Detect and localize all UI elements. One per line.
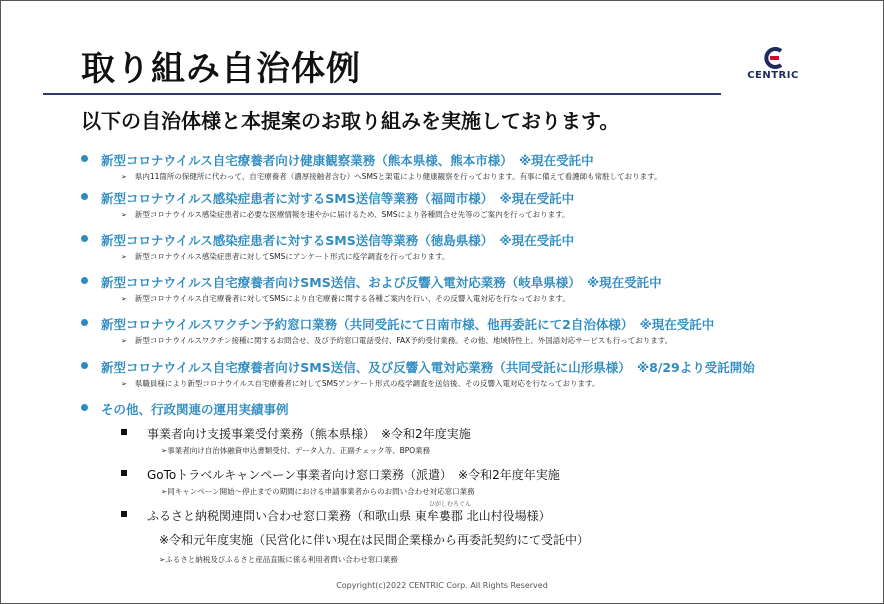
- centric-logo: [743, 47, 803, 85]
- note-desc-text: ふるさと納税及びふるさと産品直販に係る利用者問い合わせ窓口業務: [165, 555, 398, 564]
- page-title: 取り組み自治体例: [81, 49, 361, 89]
- item-heading: 新型コロナウイルスワクチン予約窓口業務（共同受託にて日南市様、他再委託にて2自治体様） ※現在受託中: [101, 317, 715, 332]
- arrow-bullet-icon: ➢: [121, 380, 127, 388]
- page-subtitle: 以下の自治体様と本提案のお取り組みを実施しております。: [81, 109, 620, 133]
- sub-item-desc: [161, 486, 475, 497]
- footer-copyright: Copyright(c)2022 CENTRIC Corp. All Rights Reserved: [336, 581, 548, 590]
- item-heading: 新型コロナウイルス自宅療養者向けSMS送信、及び反響入電対応業務（共同受託に山形県様） ※8/29より受託開始: [101, 360, 755, 375]
- sub-item-text: GoToトラベルキャンペーン事業者向け窓口業務（派遣） ※令和2年度年実施: [147, 468, 560, 482]
- item-desc-text: 新型コロナウイルス感染症患者に必要な医療情報を速やかに届けるため、SMSにより各種問合せ先等のご案内を行っております。: [134, 210, 570, 219]
- bullet-dot: [81, 193, 88, 200]
- item-desc-text: 新型コロナウイルスワクチン接種に関するお問合せ、及び予約窓口電話受付、FAX予約受付業務。その他、地域特性上、外国語対応サービスも行っております。: [134, 336, 673, 345]
- item-desc: [121, 378, 599, 389]
- arrow-bullet-icon: ➢: [121, 295, 127, 303]
- arrow-bullet-icon: ➢: [121, 211, 127, 219]
- square-bullet: [121, 470, 127, 476]
- item-desc-text: 新型コロナウイルス自宅療養者に対してSMSにより自宅療養に関する各種ご案内を行い、その反響入電対応を行なっております。: [134, 294, 570, 303]
- sub-item-note-desc: [159, 554, 398, 565]
- title-divider: [43, 93, 721, 95]
- square-bullet: [121, 429, 127, 435]
- arrow-bullet-icon: ➢: [159, 555, 166, 564]
- item-heading: その他、行政関連の運用実績事例: [101, 402, 289, 417]
- centric-logo-icon: [761, 47, 785, 69]
- arrow-bullet-icon: ➢: [161, 487, 168, 496]
- sub-item-desc-text: 事業者向け自治体融資申込書類受付、データ入力、正副チェック等、BPO業務: [167, 446, 431, 455]
- bullet-dot: [81, 277, 88, 284]
- arrow-bullet-icon: ➢: [121, 253, 127, 261]
- bullet-dot: [81, 319, 88, 326]
- bullet-dot: [81, 404, 88, 411]
- arrow-bullet-icon: ➢: [121, 173, 127, 181]
- item-desc-text: 県職員様により新型コロナウイルス自宅療養者に対してSMSアンケート形式の疫学調査を送信後、その反響入電対応を行なっております。: [134, 379, 600, 388]
- bullet-dot: [81, 362, 88, 369]
- sub-item-text: 事業者向け支援事業受付業務（熊本県様） ※令和2年度実施: [147, 427, 471, 441]
- square-bullet: [121, 511, 127, 517]
- item-heading: 新型コロナウイルス感染症患者に対するSMS送信等業務（徳島県様） ※現在受託中: [101, 233, 575, 248]
- furigana: ひがしむろぐん: [429, 501, 472, 508]
- logo-text: CENTRIC: [747, 70, 799, 81]
- sub-item-desc: [161, 445, 430, 456]
- arrow-bullet-icon: ➢: [121, 337, 127, 345]
- sub-item-desc-text: 同キャンペーン開始～停止までの期間における申請事業者からのお問い合わせ対応窓口業務: [167, 487, 475, 496]
- sub-item-text: ふるさと納税関連問い合わせ窓口業務（和歌山県 東牟婁郡 北山村役場様）: [147, 509, 551, 523]
- bullet-dot: [81, 235, 88, 242]
- arrow-bullet-icon: ➢: [161, 446, 168, 455]
- item-desc-text: 県内11箇所の保健所に代わって、自宅療養者（濃厚接触者含む）へSMSと架電により健康観察を行っております。有事に備えて看護師も常駐しております。: [134, 172, 662, 181]
- item-desc-text: 新型コロナウイルス感染症患者に対してSMSにアンケート形式に疫学調査を行っております。: [134, 252, 450, 261]
- item-heading: 新型コロナウイルス感染症患者に対するSMS送信等業務（福岡市様） ※現在受託中: [101, 191, 575, 206]
- item-desc: [121, 293, 570, 304]
- item-heading: 新型コロナウイルス自宅療養者向け健康観察業務（熊本県様、熊本市様） ※現在受託中: [101, 153, 594, 168]
- item-desc: [121, 171, 661, 182]
- item-desc: [121, 335, 672, 346]
- item-desc: [121, 251, 449, 262]
- item-heading: 新型コロナウイルス自宅療養者向けSMS送信、および反響入電対応業務（岐阜県様） ※現在受託中: [101, 275, 662, 290]
- item-desc: [121, 209, 570, 220]
- bullet-dot: [81, 155, 88, 162]
- sub-item-note: ※令和元年度実施（民営化に伴い現在は民間企業様から再委託契約にて受託中）: [159, 533, 590, 547]
